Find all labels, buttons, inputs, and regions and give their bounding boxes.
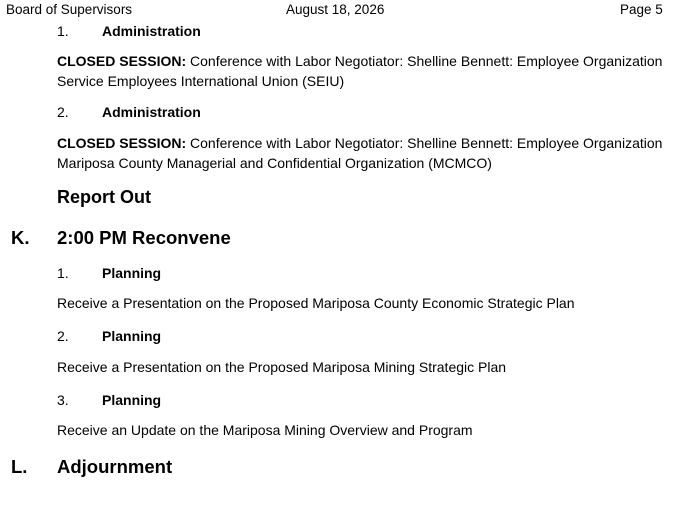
item-number: 2. [57,104,69,120]
item-description-text: Conference with Labor Negotiator: Shelline Bennett: Employee Organization [186,135,663,151]
item-title: Planning [102,265,162,281]
item-title: Administration [102,23,201,39]
section-title: Adjournment [57,456,173,477]
closed-session-label: CLOSED SESSION: [57,135,187,151]
item-description: Receive an Update on the Mariposa Mining Overview and Program [57,422,473,438]
section-letter: K. [11,227,30,248]
item-title: Planning [102,328,162,344]
item-number: 2. [57,328,69,344]
item-description-line1 [57,133,662,153]
item-description-line2: Mariposa County Managerial and Confidential Organization (MCMCO) [57,155,492,171]
item-description: Receive a Presentation on the Proposed Mariposa Mining Strategic Plan [57,359,507,375]
item-number: 3. [57,392,69,408]
item-description-line1 [57,51,662,71]
item-number: 1. [57,23,69,39]
section-title: 2:00 PM Reconvene [57,227,231,248]
item-description: Receive a Presentation on the Proposed Mariposa County Economic Strategic Plan [57,295,575,311]
item-title: Administration [102,104,201,120]
item-description-line2: Service Employees International Union (SEIU) [57,73,345,89]
item-number: 1. [57,265,69,281]
report-out-heading: Report Out [57,187,151,207]
header-page-number: Page 5 [620,2,663,17]
header-date: August 18, 2026 [286,2,385,17]
header-board-name: Board of Supervisors [6,2,133,17]
section-letter: L. [11,456,28,477]
item-description-text: Conference with Labor Negotiator: Shelline Bennett: Employee Organization [186,53,663,69]
closed-session-label: CLOSED SESSION: [57,53,187,69]
item-title: Planning [102,392,162,408]
